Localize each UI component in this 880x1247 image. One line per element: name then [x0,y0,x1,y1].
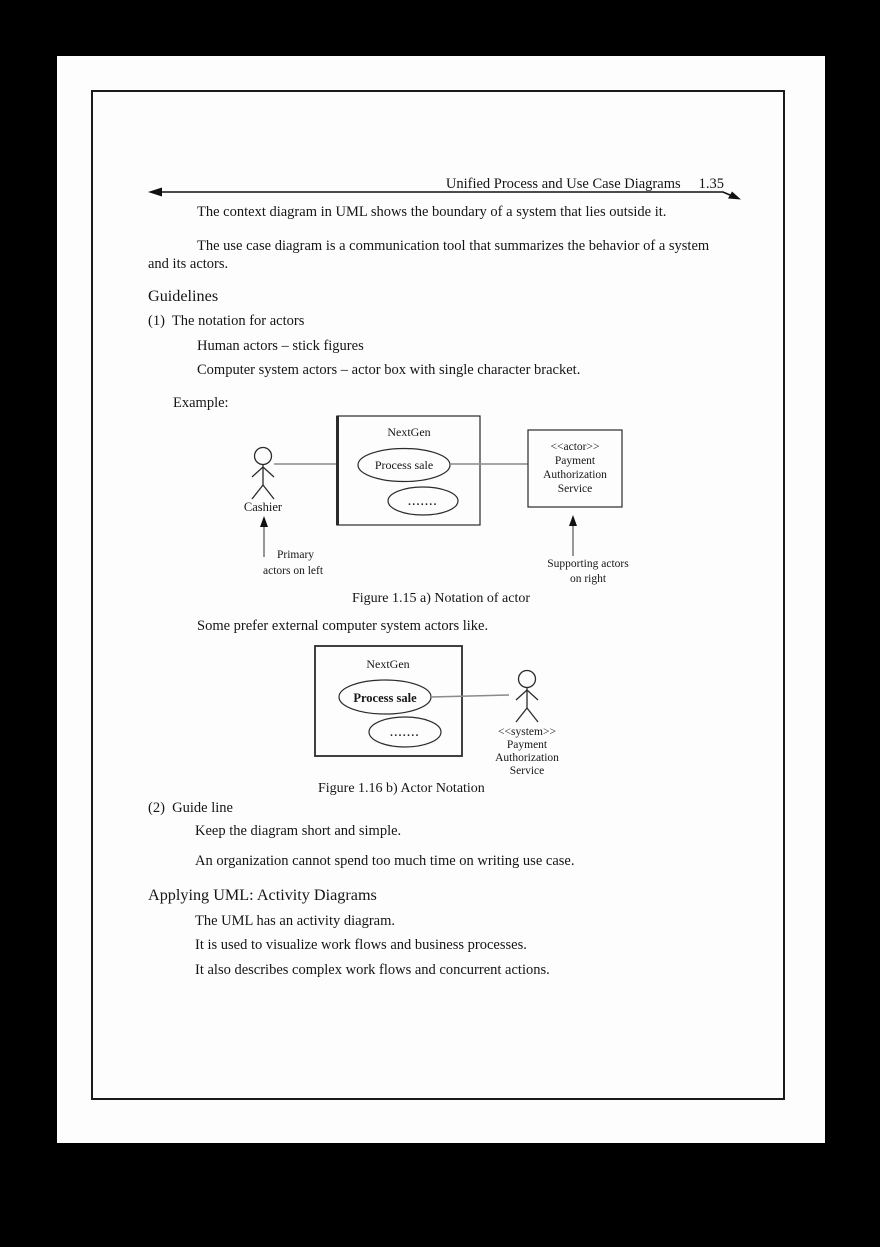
system-name-label: NextGen [366,657,410,671]
usecase-label-dots: ....... [408,496,438,508]
guidelines-heading: Guidelines [148,287,219,305]
system-actor-line1: Payment [506,739,548,751]
usecase-label-dots: ....... [390,727,420,739]
activity-heading: Applying UML: Activity Diagrams [148,886,377,904]
example-label: Example: [173,395,229,411]
primary-note-arrowhead-icon [260,516,268,527]
actor-box-line3: Service [557,483,593,495]
system-name-label: NextGen [387,425,431,439]
header-rule-line [157,192,737,198]
guideline-computer-actors: Computer system actors – actor box with single character bracket. [197,362,581,378]
figure-1-15-caption: Figure 1.15 a) Notation of actor [351,591,531,606]
supporting-note-arrowhead-icon [569,515,577,526]
activity-line-1: The UML has an activity diagram. [195,913,395,929]
primary-note-line2: actors on left [263,565,324,577]
system-actor-line3: Service [509,765,545,777]
primary-note-line1: Primary [277,549,315,561]
system-actor-stereotype: <<system>> [498,726,556,738]
right-arrowhead-icon [728,192,741,200]
activity-line-3: It also describes complex work flows and concurrent actions. [195,962,550,978]
cashier-label: Cashier [243,500,283,514]
left-arrowhead-icon [148,188,162,197]
usecase-label-process-sale: Process sale [374,458,434,472]
guideline-human-actors: Human actors – stick figures [197,338,364,354]
guideline2-organization: An organization cannot spend too much time on writing use case. [195,853,575,869]
actor-box-stereotype: <<actor>> [550,441,600,453]
cashier-actor-icon [252,448,274,500]
figure-1-16-caption: Figure 1.16 b) Actor Notation [318,781,485,796]
header-title: Unified Process and Use Case Diagrams [445,176,681,192]
header-page-number: 1.35 [698,176,724,192]
usecase-label-process-sale: Process sale [353,691,417,705]
supporting-note-line1: Supporting actors [547,558,629,570]
supporting-note-line2: on right [569,573,607,585]
document-page [57,56,825,1143]
header-rule-arrow [145,185,745,205]
guideline2-keep-short: Keep the diagram short and simple. [195,823,402,839]
paragraph-use-case-diagram: The use case diagram is a communication tool that summarizes the behavior of a system and its actors. [148,238,710,272]
paragraph-context-diagram: The context diagram in UML shows the boundary of a system that lies outside it. [197,204,667,220]
association-line [431,695,509,697]
actor-box-line1: Payment [554,455,596,467]
paragraph-some-prefer: Some prefer external computer system actors like. [197,618,489,634]
figure-1-16-diagram [297,641,637,786]
guideline-item-2: (2) Guide line [148,800,233,816]
activity-line-2: It is used to visualize work flows and business processes. [195,937,527,953]
actor-box-line2: Authorization [543,469,607,481]
guideline-item-1: (1) The notation for actors [148,313,305,329]
system-actor-icon [516,671,538,723]
system-actor-line2: Authorization [495,752,559,764]
